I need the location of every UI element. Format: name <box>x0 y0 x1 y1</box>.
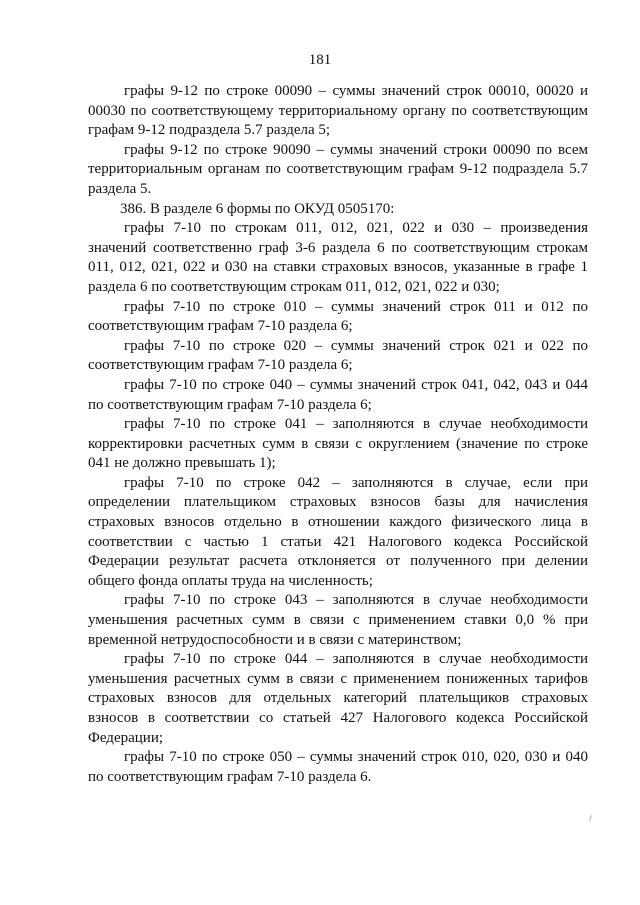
paragraph-row-010: графы 7-10 по строке 010 – суммы значений строк 011 и 012 по соответствующим графам 7-10 раздела 6; <box>88 298 588 335</box>
paragraph-row-041: графы 7-10 по строке 041 – заполняются в случае необходимости корректировки расчетных сумм в связи с округлением (значение по строке 041 не должно превышать 1); <box>88 416 588 472</box>
paragraph-row-050: графы 7-10 по строке 050 – суммы значений строк 010, 020, 030 и 040 по соответствующим графам 7-10 раздела 6. <box>88 749 588 785</box>
paragraph-row-043: графы 7-10 по строке 043 – заполняются в случае необходимости уменьшения расчетных сумм в связи с применением ставки 0,0 % при временной нетрудоспособности и в связи с материнством; <box>88 592 588 648</box>
paragraph-row-020: графы 7-10 по строке 020 – суммы значений строк 021 и 022 по соответствующим графам 7-10 раздела 6; <box>88 337 588 374</box>
paragraph-row-040: графы 7-10 по строке 040 – суммы значений строк 041, 042, 043 и 044 по соответствующим графам 7-10 раздела 6; <box>88 376 588 413</box>
paragraph-item-386-heading: 386. В разделе 6 формы по ОКУД 0505170: <box>120 200 395 217</box>
paragraph-row-042: графы 7-10 по строке 042 – заполняются в случае, если при определении плательщиком страховых взносов базы для начисления страховых взносов отдельно в отношении каждого физического лица в соответствии с частью 1 статьи 421 Налогового кодекса Российской Федерации результат расчета отклоняется от полученного при делении общего фонда оплаты труда на численность; <box>88 474 588 589</box>
paragraph-row-90090: графы 9-12 по строке 90090 – суммы значений строки 00090 по всем территориальным органам по соответствующим графам 9-12 подраздела 5.7 раздела 5. <box>88 141 588 197</box>
scan-speck <box>589 815 592 821</box>
page-number: 181 <box>308 52 332 68</box>
paragraph-rows-011-030: графы 7-10 по строкам 011, 012, 021, 022 и 030 – произведения значений соответственно граф 3-6 раздела 6 по соответствующим строкам 011, 012, 021, 022 и 030 на ставки страховых взносов, указанные в графе 1 раздела 6 по соответствующим строкам 011, 012, 021, 022 и 030; <box>88 220 588 295</box>
paragraph-row-044: графы 7-10 по строке 044 – заполняются в случае необходимости уменьшения расчетных сумм в связи с применением пониженных тарифов страховых взносов для отдельных категорий плательщиков страховых взносов в соответствии со статьей 427 Налогового кодекса Российской Федерации; <box>88 651 588 746</box>
document-body <box>88 82 588 787</box>
paragraph-row-00090: графы 9-12 по строке 00090 – суммы значений строк 00010, 00020 и 00030 по соответствующему территориальному органу по соответствующим графам 9-12 подраздела 5.7 раздела 5; <box>88 83 588 139</box>
